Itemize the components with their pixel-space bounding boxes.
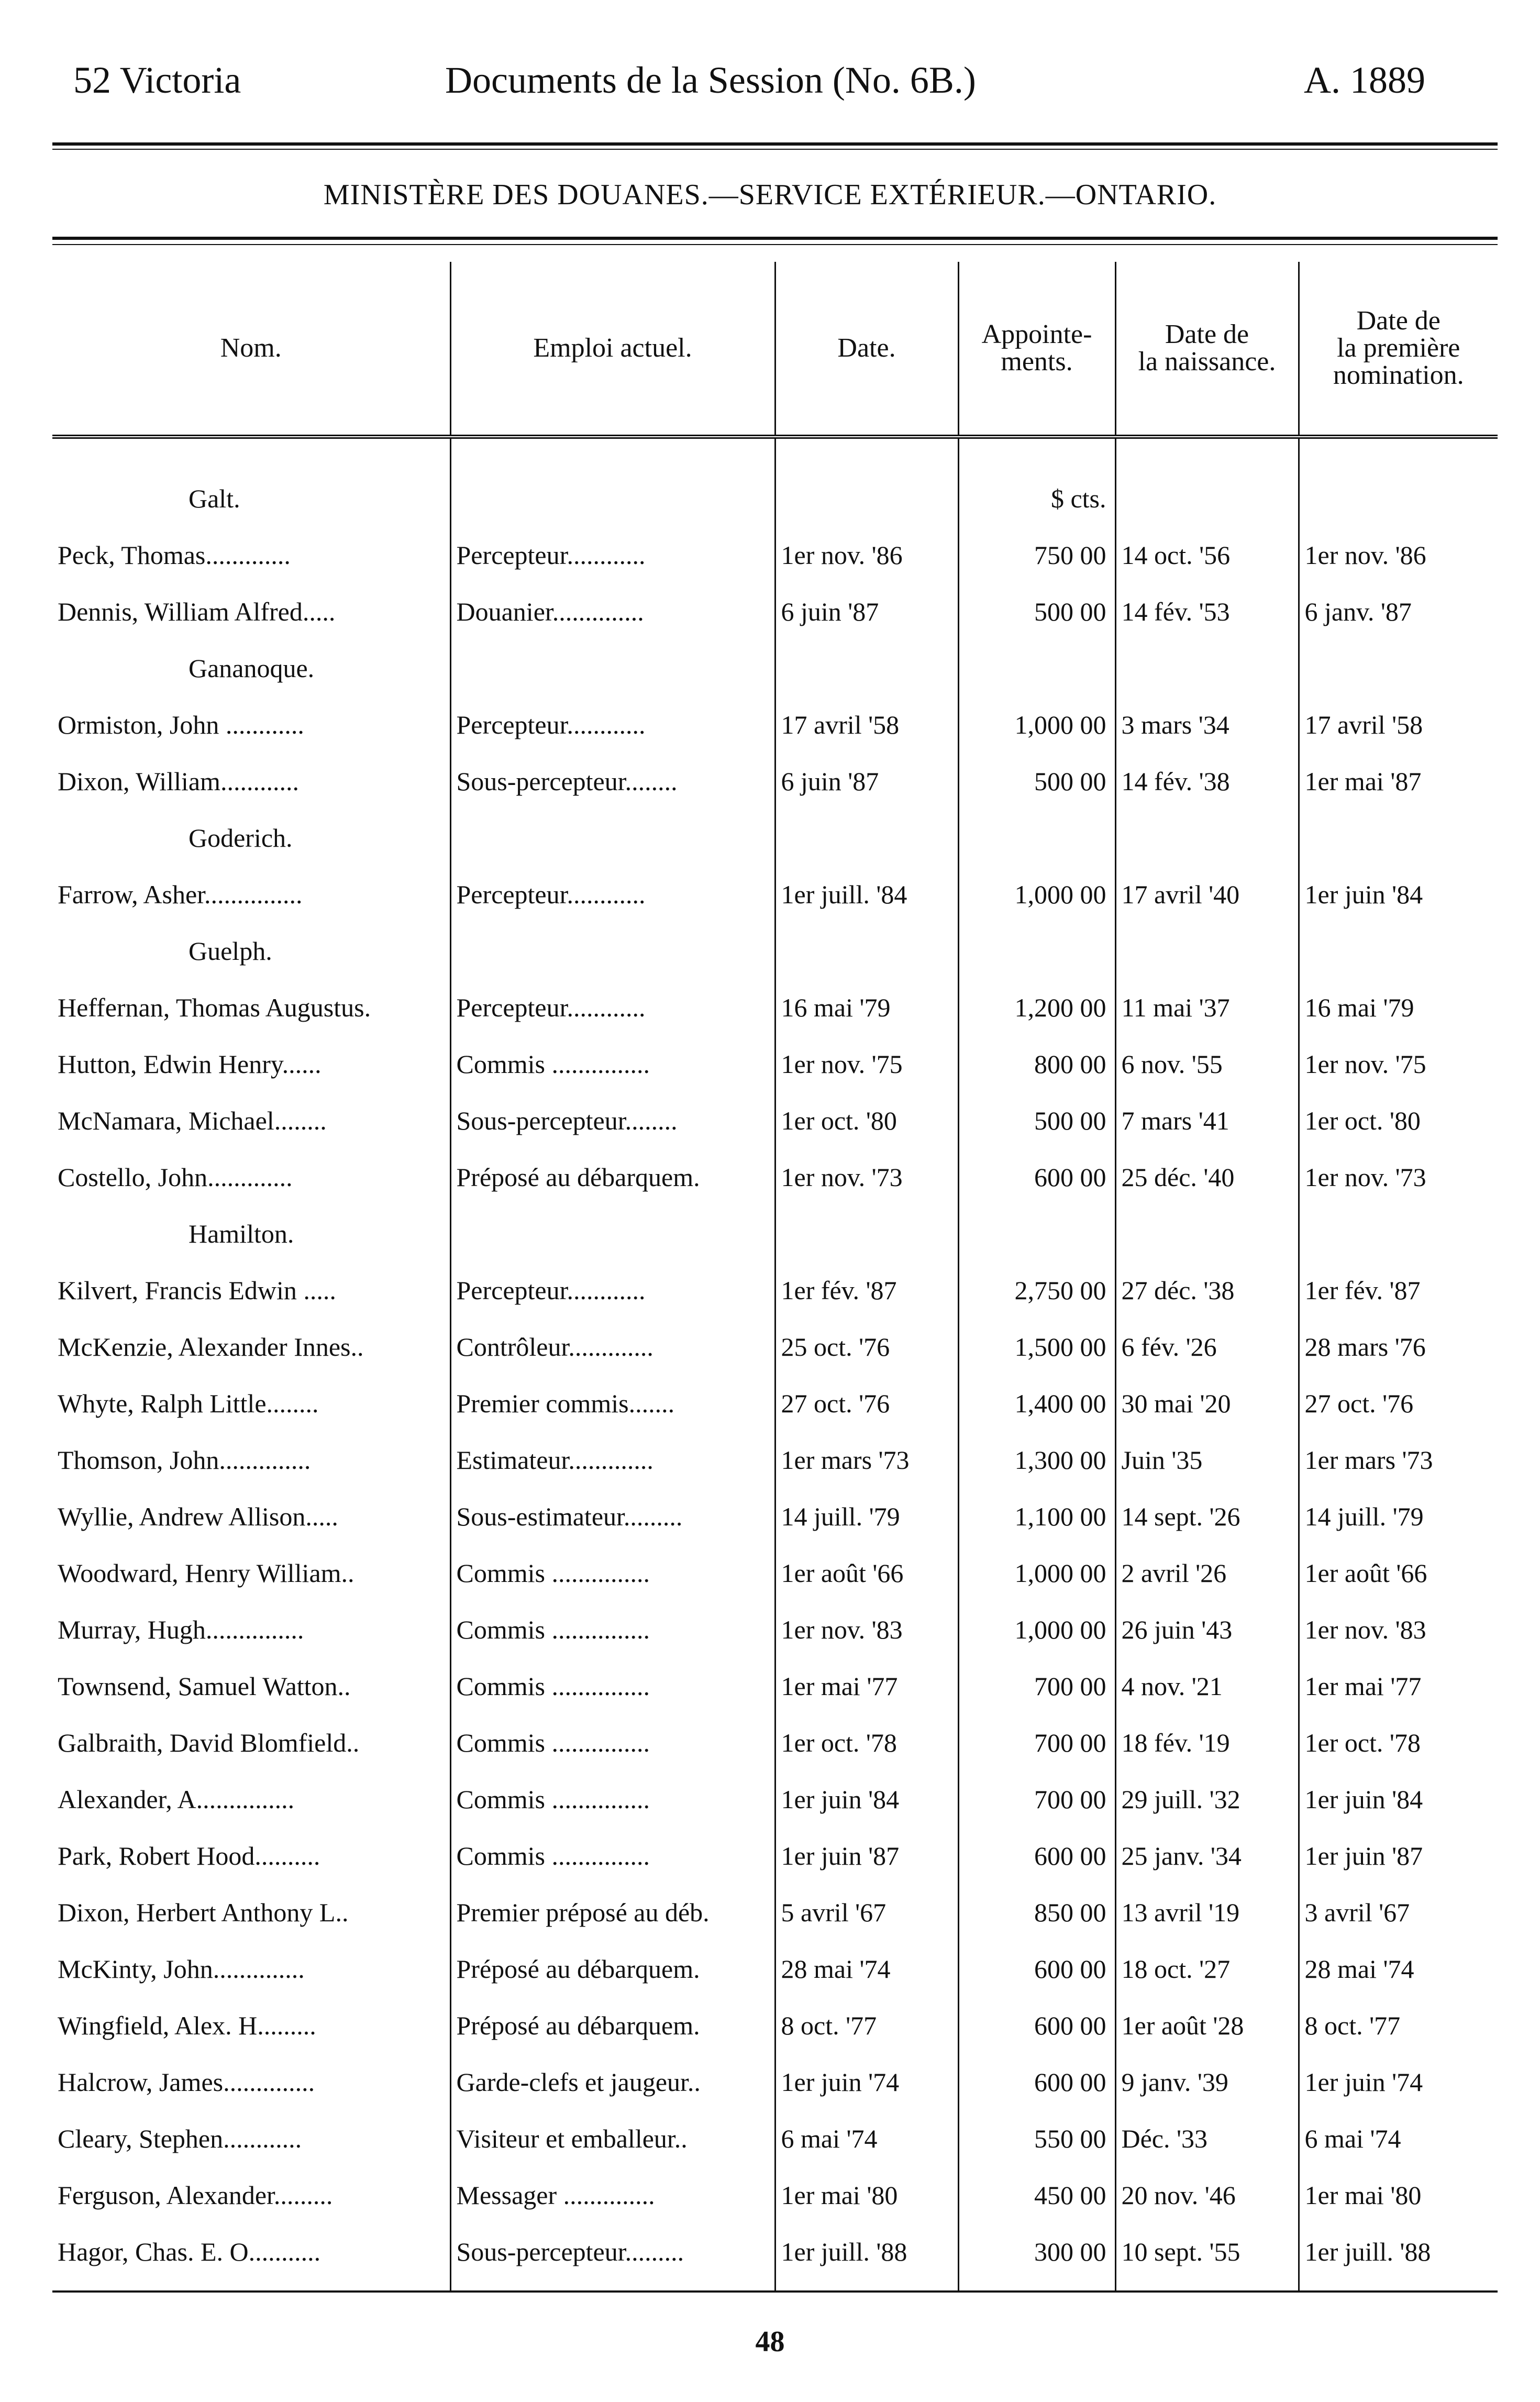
cell-appointements: 1,300 00 (958, 1432, 1115, 1488)
cell-nomination: 17 avril '58 (1299, 696, 1498, 753)
table-row (52, 1828, 1498, 1884)
cell-nom: Wyllie, Andrew Allison..... (58, 1502, 338, 1531)
cell-naissance: 13 avril '19 (1115, 1884, 1299, 1941)
table-row (52, 2110, 1498, 2167)
cell-appointements: 600 00 (958, 1828, 1115, 1884)
cell-emploi: Commis ............... (450, 1036, 775, 1092)
cell-naissance: Déc. '33 (1115, 2110, 1299, 2167)
cell-naissance: 14 oct. '56 (1115, 527, 1299, 583)
cell-appointements: 1,100 00 (958, 1488, 1115, 1545)
cell-date: 1er mai '80 (775, 2167, 958, 2223)
header-date: Date. (775, 262, 958, 437)
table-row (52, 1375, 1498, 1432)
cell-nomination: 1er oct. '80 (1299, 1092, 1498, 1149)
cell-nom: Cleary, Stephen............ (58, 2124, 302, 2153)
cell-date: 1er juill. '84 (775, 866, 958, 923)
running-head-center: Documents de la Session (No. 6B.) (445, 59, 976, 101)
cell-naissance: Juin '35 (1115, 1432, 1299, 1488)
cell-nom: Hutton, Edwin Henry...... (58, 1049, 322, 1079)
cell-nomination: 1er nov. '83 (1299, 1601, 1498, 1658)
cell-emploi: Estimateur............. (450, 1432, 775, 1488)
town-name: Galt. (189, 484, 240, 513)
cell-emploi: Commis ............... (450, 1714, 775, 1771)
cell-nomination: 16 mai '79 (1299, 979, 1498, 1036)
cell-emploi: Préposé au débarquem. (450, 1997, 775, 2054)
table-row (52, 1714, 1498, 1771)
cell-date: 1er oct. '80 (775, 1092, 958, 1149)
cell-nom: Dixon, William............ (58, 767, 299, 796)
cell-appointements: 600 00 (958, 1149, 1115, 1205)
header-emploi: Emploi actuel. (450, 262, 775, 437)
cell-nomination: 1er août '66 (1299, 1545, 1498, 1601)
subtitle-rule (52, 237, 1498, 240)
cell-nomination: 1er nov. '86 (1299, 527, 1498, 583)
cell-appointements: 500 00 (958, 583, 1115, 640)
cell-nomination: 1er mars '73 (1299, 1432, 1498, 1488)
cell-naissance: 4 nov. '21 (1115, 1658, 1299, 1714)
town-row (52, 923, 1498, 979)
cell-emploi: Messager .............. (450, 2167, 775, 2223)
table-body (52, 437, 1498, 2292)
cell-nom: Peck, Thomas............. (58, 540, 291, 570)
cell-nom: Dixon, Herbert Anthony L.. (58, 1898, 349, 1927)
cell-emploi: Contrôleur............. (450, 1319, 775, 1375)
cell-appointements: 600 00 (958, 2054, 1115, 2110)
cell-nom: Thomson, John.............. (58, 1445, 311, 1475)
cell-naissance: 14 fév. '38 (1115, 753, 1299, 810)
section-subtitle: MINISTÈRE DES DOUANES.—SERVICE EXTÉRIEUR.—ONTARIO. (323, 179, 1217, 211)
town-row (52, 810, 1498, 866)
cell-emploi: Percepteur............ (450, 696, 775, 753)
cell-appointements: 300 00 (958, 2223, 1115, 2280)
table-row (52, 1601, 1498, 1658)
cell-nomination: 1er mai '77 (1299, 1658, 1498, 1714)
table-row (52, 1432, 1498, 1488)
cell-nom: Costello, John............. (58, 1163, 293, 1192)
running-head-right: A. 1889 (1304, 59, 1425, 101)
cell-naissance: 20 nov. '46 (1115, 2167, 1299, 2223)
cell-naissance: 11 mai '37 (1115, 979, 1299, 1036)
top-rule (52, 142, 1498, 146)
cell-nom: Whyte, Ralph Little........ (58, 1389, 319, 1418)
table-row (52, 1319, 1498, 1375)
table-row (52, 2054, 1498, 2110)
table-row (52, 1262, 1498, 1319)
cell-date: 1er mai '77 (775, 1658, 958, 1714)
cell-date: 28 mai '74 (775, 1941, 958, 1997)
cell-naissance: 9 janv. '39 (1115, 2054, 1299, 2110)
cell-naissance: 18 fév. '19 (1115, 1714, 1299, 1771)
cell-naissance: 3 mars '34 (1115, 696, 1299, 753)
cell-nom: Wingfield, Alex. H......... (58, 2011, 316, 2040)
table-row (52, 1771, 1498, 1828)
cell-emploi: Commis ............... (450, 1828, 775, 1884)
cell-date: 1er juin '84 (775, 1771, 958, 1828)
cell-appointements: 1,000 00 (958, 1545, 1115, 1601)
cell-date: 1er nov. '75 (775, 1036, 958, 1092)
cell-date: 25 oct. '76 (775, 1319, 958, 1375)
table-row (52, 1941, 1498, 1997)
header-appointements: Appointe- ments. (958, 262, 1115, 437)
cell-appointements: 1,000 00 (958, 866, 1115, 923)
cell-date: 14 juill. '79 (775, 1488, 958, 1545)
cell-date: 1er juin '74 (775, 2054, 958, 2110)
cell-nomination: 8 oct. '77 (1299, 1997, 1498, 2054)
cell-nomination: 1er nov. '75 (1299, 1036, 1498, 1092)
cell-nomination: 1er juin '84 (1299, 1771, 1498, 1828)
table-row (52, 1149, 1498, 1205)
cell-nom: Heffernan, Thomas Augustus. (58, 993, 371, 1022)
cell-naissance: 26 juin '43 (1115, 1601, 1299, 1658)
cell-nom: Murray, Hugh............... (58, 1615, 304, 1644)
cell-nomination: 1er juin '87 (1299, 1828, 1498, 1884)
cell-naissance: 18 oct. '27 (1115, 1941, 1299, 1997)
cell-nom: Galbraith, David Blomfield.. (58, 1728, 360, 1757)
cell-date: 6 mai '74 (775, 2110, 958, 2167)
town-row (52, 470, 1498, 527)
table-row (52, 753, 1498, 810)
cell-appointements: 1,200 00 (958, 979, 1115, 1036)
cell-nomination: 1er juin '84 (1299, 866, 1498, 923)
cell-emploi: Préposé au débarquem. (450, 1941, 775, 1997)
cell-nom: Woodward, Henry William.. (58, 1558, 354, 1588)
cell-naissance: 14 sept. '26 (1115, 1488, 1299, 1545)
header-nomination: Date de la première nomination. (1299, 262, 1498, 437)
cell-appointements: 450 00 (958, 2167, 1115, 2223)
cell-naissance: 29 juill. '32 (1115, 1771, 1299, 1828)
cell-nomination: 28 mars '76 (1299, 1319, 1498, 1375)
cell-nomination: 28 mai '74 (1299, 1941, 1498, 1997)
cell-nom: Hagor, Chas. E. O........... (58, 2237, 321, 2266)
table-row (52, 1658, 1498, 1714)
subtitle-rule-thin (52, 244, 1498, 245)
cell-emploi: Commis ............... (450, 1601, 775, 1658)
cell-nomination: 1er mai '80 (1299, 2167, 1498, 2223)
cell-date: 1er juill. '88 (775, 2223, 958, 2280)
table-row (52, 2223, 1498, 2280)
cell-date: 1er août '66 (775, 1545, 958, 1601)
cell-appointements: 1,500 00 (958, 1319, 1115, 1375)
cell-date: 6 juin '87 (775, 753, 958, 810)
cell-emploi: Percepteur............ (450, 979, 775, 1036)
cell-nomination: 1er fév. '87 (1299, 1262, 1498, 1319)
cell-emploi: Douanier.............. (450, 583, 775, 640)
cell-nom: Alexander, A............... (58, 1785, 295, 1814)
cell-nom: Farrow, Asher............... (58, 880, 303, 909)
header-naissance: Date de la naissance. (1115, 262, 1299, 437)
cell-date: 27 oct. '76 (775, 1375, 958, 1432)
header-row (52, 262, 1498, 437)
cell-date: 1er nov. '83 (775, 1601, 958, 1658)
town-name: Guelph. (189, 936, 272, 966)
cell-nomination: 1er mai '87 (1299, 753, 1498, 810)
cell-emploi: Sous-estimateur......... (450, 1488, 775, 1545)
cell-appointements: 750 00 (958, 527, 1115, 583)
cell-emploi: Commis ............... (450, 1658, 775, 1714)
cell-emploi: Percepteur............ (450, 866, 775, 923)
cell-emploi: Préposé au débarquem. (450, 1149, 775, 1205)
cell-appointements: 700 00 (958, 1714, 1115, 1771)
cell-emploi: Commis ............... (450, 1771, 775, 1828)
cell-appointements: 850 00 (958, 1884, 1115, 1941)
cell-date: 1er nov. '73 (775, 1149, 958, 1205)
town-row (52, 1205, 1498, 1262)
closing-rule-row (52, 2280, 1498, 2292)
cell-emploi: Premier commis....... (450, 1375, 775, 1432)
cell-appointements: 700 00 (958, 1771, 1115, 1828)
cell-naissance: 1er août '28 (1115, 1997, 1299, 2054)
table-row (52, 1545, 1498, 1601)
cell-nom: McKenzie, Alexander Innes.. (58, 1332, 364, 1361)
cell-nom: Ferguson, Alexander......... (58, 2180, 333, 2210)
cell-date: 1er mars '73 (775, 1432, 958, 1488)
cell-appointements: 600 00 (958, 1997, 1115, 2054)
cell-naissance: 7 mars '41 (1115, 1092, 1299, 1149)
running-head-left: 52 Victoria (73, 59, 241, 101)
cell-date: 5 avril '67 (775, 1884, 958, 1941)
cell-appointements: 500 00 (958, 753, 1115, 810)
cell-date: 1er juin '87 (775, 1828, 958, 1884)
top-rule-thin (52, 149, 1498, 150)
cell-date: 1er fév. '87 (775, 1262, 958, 1319)
cell-naissance: 2 avril '26 (1115, 1545, 1299, 1601)
cell-date: 8 oct. '77 (775, 1997, 958, 2054)
table-row (52, 1488, 1498, 1545)
cell-nomination: 1er oct. '78 (1299, 1714, 1498, 1771)
cell-appointements: 2,750 00 (958, 1262, 1115, 1319)
cell-naissance: 10 sept. '55 (1115, 2223, 1299, 2280)
town-name: Gananoque. (189, 654, 315, 683)
cell-nom: Park, Robert Hood.......... (58, 1841, 320, 1870)
cell-naissance: 6 nov. '55 (1115, 1036, 1299, 1092)
cell-nomination: 14 juill. '79 (1299, 1488, 1498, 1545)
cell-emploi: Garde-clefs et jaugeur.. (450, 2054, 775, 2110)
cell-date: 16 mai '79 (775, 979, 958, 1036)
table-row (52, 1092, 1498, 1149)
cell-emploi: Premier préposé au déb. (450, 1884, 775, 1941)
cell-appointements: 600 00 (958, 1941, 1115, 1997)
table-row (52, 1036, 1498, 1092)
cell-nomination: 6 mai '74 (1299, 2110, 1498, 2167)
cell-nom: Halcrow, James.............. (58, 2067, 315, 2097)
town-row (52, 640, 1498, 696)
cell-date: 17 avril '58 (775, 696, 958, 753)
cell-nom: McKinty, John.............. (58, 1954, 305, 1984)
cell-appointements: 1,000 00 (958, 1601, 1115, 1658)
table-row (52, 696, 1498, 753)
cell-nomination: 27 oct. '76 (1299, 1375, 1498, 1432)
cell-nom: Ormiston, John ............ (58, 710, 304, 739)
cell-appointements: 700 00 (958, 1658, 1115, 1714)
cell-emploi: Visiteur et emballeur.. (450, 2110, 775, 2167)
table-row (52, 527, 1498, 583)
table-row (52, 866, 1498, 923)
cell-date: 6 juin '87 (775, 583, 958, 640)
cell-naissance: 17 avril '40 (1115, 866, 1299, 923)
cell-nom: Kilvert, Francis Edwin ..... (58, 1276, 336, 1305)
cell-appointements: 1,400 00 (958, 1375, 1115, 1432)
cell-nomination: 6 janv. '87 (1299, 583, 1498, 640)
table-row (52, 583, 1498, 640)
table-row (52, 979, 1498, 1036)
table-row (52, 1997, 1498, 2054)
cell-appointements: 550 00 (958, 2110, 1115, 2167)
employee-table (52, 262, 1498, 2293)
table-row (52, 2167, 1498, 2223)
cell-appointements: 800 00 (958, 1036, 1115, 1092)
cell-emploi: Percepteur............ (450, 1262, 775, 1319)
town-name: Hamilton. (189, 1219, 294, 1248)
cell-emploi: Commis ............... (450, 1545, 775, 1601)
cell-naissance: 25 janv. '34 (1115, 1828, 1299, 1884)
town-name: Goderich. (189, 823, 293, 853)
cell-emploi: Percepteur............ (450, 527, 775, 583)
cell-date: 1er nov. '86 (775, 527, 958, 583)
cell-appointements: 500 00 (958, 1092, 1115, 1149)
cell-naissance: 6 fév. '26 (1115, 1319, 1299, 1375)
cell-nomination: 1er juill. '88 (1299, 2223, 1498, 2280)
table-row (52, 1884, 1498, 1941)
page-number: 48 (755, 2326, 785, 2358)
cell-naissance: 14 fév. '53 (1115, 583, 1299, 640)
cell-emploi: Sous-percepteur........ (450, 753, 775, 810)
cell-emploi: Sous-percepteur......... (450, 2223, 775, 2280)
cell-naissance: 27 déc. '38 (1115, 1262, 1299, 1319)
spacer-row (52, 437, 1498, 470)
cell-appointements: 1,000 00 (958, 696, 1115, 753)
cell-date: 1er oct. '78 (775, 1714, 958, 1771)
cell-nomination: 3 avril '67 (1299, 1884, 1498, 1941)
cell-nomination: 1er juin '74 (1299, 2054, 1498, 2110)
cell-nom: McNamara, Michael........ (58, 1106, 327, 1135)
cell-emploi: Sous-percepteur........ (450, 1092, 775, 1149)
cell-nom: Dennis, William Alfred..... (58, 597, 336, 626)
cell-nom: Townsend, Samuel Watton.. (58, 1672, 351, 1701)
currency-note: $ cts. (958, 470, 1115, 527)
header-nom: Nom. (52, 262, 450, 437)
cell-naissance: 30 mai '20 (1115, 1375, 1299, 1432)
cell-naissance: 25 déc. '40 (1115, 1149, 1299, 1205)
cell-nomination: 1er nov. '73 (1299, 1149, 1498, 1205)
